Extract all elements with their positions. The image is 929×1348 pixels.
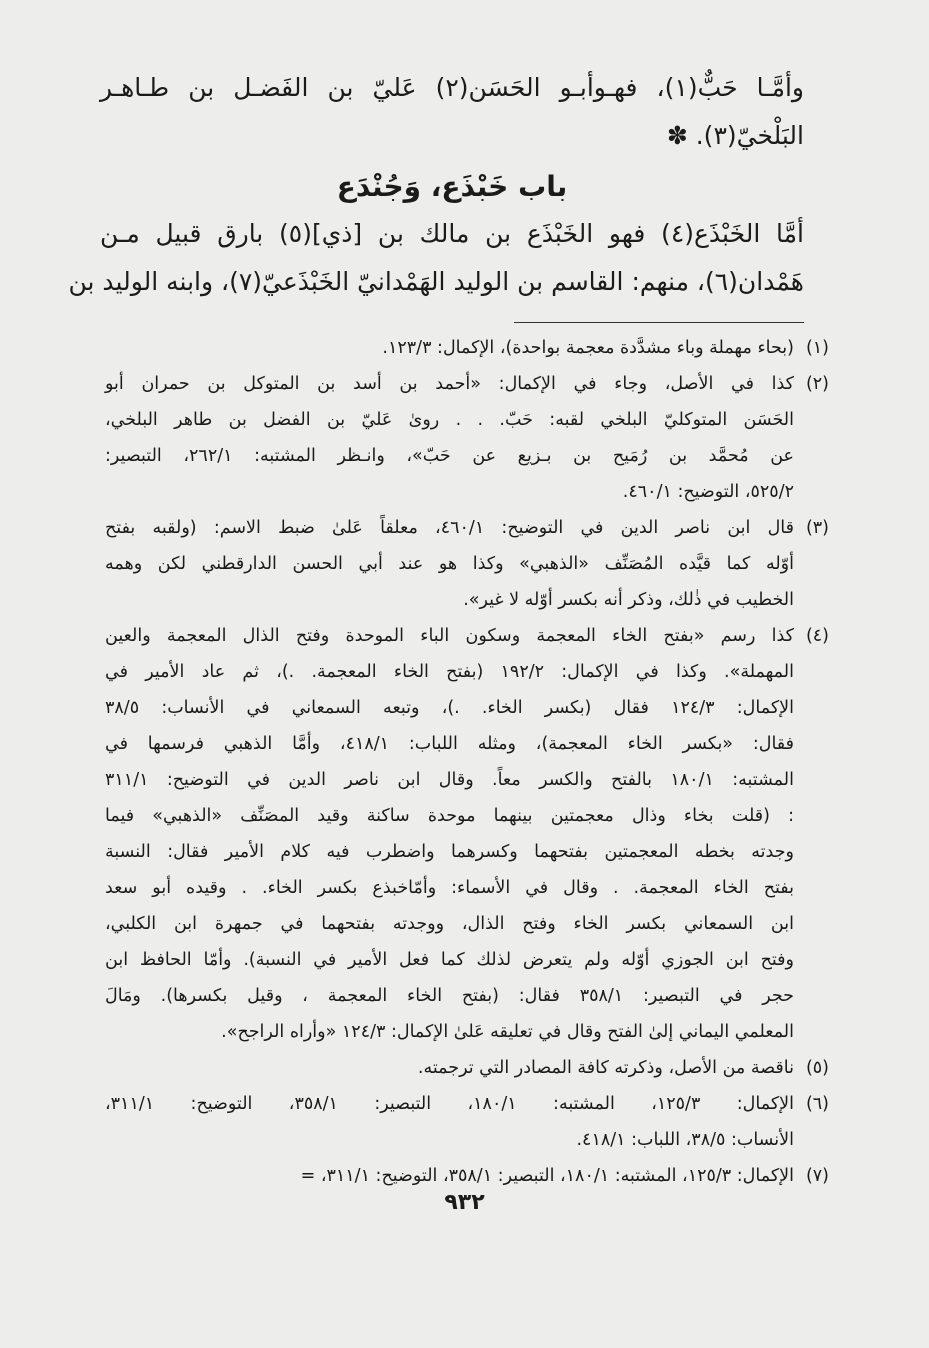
footnotes	[105, 330, 829, 1194]
main-line-3: أمَّا الخَبْذَع(٤) فهو الخَبْذَع بن مالك بن [ذي](٥) بارق قبيل مـن	[100, 218, 804, 248]
footnote-text: المعلمي اليماني إلىٰ الفتح وقال في تعليقه عَلىٰ الإكمال: ١٢٤/٣ «وأراه الراجح».	[221, 1022, 794, 1042]
footnote-2-line-2	[105, 402, 794, 438]
footnote-text: (بحاء مهملة وباء مشدَّدة معجمة بواحدة)، الإكمال: ١٢٣/٣.	[382, 338, 794, 358]
footnote-6-line-2	[105, 1122, 794, 1158]
footnote-5-line-1	[105, 1050, 829, 1086]
chapter-heading: باب خَبْذَع، وَجُنْدَع	[336, 169, 568, 203]
footnote-text: كذا رسم «بفتح الخاء المعجمة وسكون الباء الموحدة وفتح الذال المعجمة والعين	[105, 626, 794, 646]
footnote-text: ابن السمعاني بكسر الخاء وفتح الذال، ووجدته بفتحهما في جمهرة ابن الكلبي،	[105, 914, 794, 934]
footnote-text: المشتبه: ١٨٠/١ بالفتح والكسر معاً. وقال ابن ناصر الدين في التوضيح: ٣١١/١	[105, 770, 794, 790]
footnote-number: (٥)	[805, 1058, 829, 1078]
footnote-number: (٤)	[805, 626, 829, 646]
footnote-text: الإكمال: ١٢٥/٣، المشتبه: ١٨٠/١، التبصير: ٣٥٨/١، التوضيح: ٣١١/١،	[105, 1094, 794, 1114]
footnote-text: حجر في التبصير: ٣٥٨/١ فقال: (بفتح الخاء المعجمة ، وقيل بكسرها). ومَالَ	[105, 986, 794, 1006]
footnote-4-line-12	[105, 1014, 794, 1050]
footnote-number: (٧)	[805, 1166, 829, 1186]
footnote-text: الأنساب: ٣٨/٥، اللباب: ٤١٨/١.	[576, 1130, 794, 1150]
footnote-4-line-9	[105, 906, 794, 942]
footnote-separator	[514, 322, 804, 323]
footnote-text: أوّله كما قيَّده المُصَنِّف «الذهبي» وكذا هو عند أبي الحسن الدارقطني لكن وهمه	[105, 554, 794, 574]
footnote-text: : (قلت بخاء وذال معجمتين بينهما موحدة ساكنة وقيد المصَنِّف «الذهبي» فيما	[105, 806, 794, 826]
footnote-text: الحَسَن المتوكليّ البلخي لقبه: حَبّ. . . روىٰ عَليّ بن الفضل بن طاهر البلخي،	[105, 410, 794, 430]
footnote-text: الإكمال: ١٢٥/٣، المشتبه: ١٨٠/١، التبصير: ٣٥٨/١، التوضيح: ٣١١/١، =	[300, 1166, 794, 1186]
footnote-number: (٦)	[805, 1094, 829, 1114]
footnote-4-line-1	[105, 618, 829, 654]
footnote-4-line-10	[105, 942, 794, 978]
footnote-2-line-3	[105, 438, 794, 474]
footnote-text: وفتح ابن الجوزي أوّله ولم يتعرض لذلك كما فعل الأمير في النسبة). وأمّا الحافظ ابن	[105, 950, 794, 970]
main-line-2: البَلْخيّ(٣). ✽	[666, 121, 804, 151]
footnote-text: ناقصة من الأصل، وذكرته كافة المصادر التي ترجمته.	[417, 1058, 794, 1078]
footnote-7-line-1	[105, 1158, 829, 1194]
footnote-text: الخطيب في ذٰلك، وذكر أنه بكسر أوّله لا غير».	[463, 590, 794, 610]
footnote-4-line-7	[105, 834, 794, 870]
footnote-3-line-2	[105, 546, 794, 582]
footnote-number: (٣)	[805, 518, 829, 538]
footnote-4-line-5	[105, 762, 794, 798]
footnote-2-line-4	[105, 474, 794, 510]
footnote-text: المهملة». وكذا في الإكمال: ١٩٢/٢ (بفتح الخاء المعجمة. .)، ثم عاد الأمير في	[105, 662, 794, 682]
footnote-text: عن مُحمَّد بن رُمَيح بن بـزيع عن حَبّ»، وانـظر المشتبه: ٢٦٢/١، التبصير:	[105, 446, 794, 466]
footnote-4-line-8	[105, 870, 794, 906]
footnote-3-line-1	[105, 510, 829, 546]
footnote-3-line-3	[105, 582, 794, 618]
page-number: ٩٣٢	[444, 1190, 485, 1215]
main-line-1: وأمَّـا حَبٌّ(١)، فهـوأبـو الحَسَن(٢) عَليّ بن الفَضـل بن طـاهـر	[100, 73, 804, 102]
footnote-text: قال ابن ناصر الدين في التوضيح: ٤٦٠/١، معلقاً عَلىٰ ضبط الاسم: (ولقبه بفتح	[105, 518, 794, 538]
footnote-2-line-1	[105, 366, 829, 402]
footnote-4-line-3	[105, 690, 794, 726]
footnote-6-line-1	[105, 1086, 829, 1122]
footnote-4-line-4	[105, 726, 794, 762]
footnote-4-line-11	[105, 978, 794, 1014]
main-line-4: هَمْدان(٦)، منهم: القاسم بن الوليد الهَمْدانيّ الخَبْذَعيّ(٧)، وابنه الوليد بن	[68, 266, 804, 296]
footnote-text: فقال: «بكسر الخاء المعجمة)، ومثله اللباب: ٤١٨/١، وأمَّا الذهبي فرسمها في	[105, 734, 794, 754]
footnote-text: بفتح الخاء المعجمة. . وقال في الأسماء: وأمّاخبذع بكسر الخاء. . وقيده أبو سعد	[105, 878, 794, 898]
footnote-number: (١)	[805, 338, 829, 358]
main-text	[68, 70, 804, 312]
footnote-4-line-6	[105, 798, 794, 834]
footnote-text: وجدته بخطه المعجمتين بفتحهما وكسرهما واضطرب فيه كلام الأمير فقال: النسبة	[105, 842, 794, 862]
footnote-text: ٥٢٥/٢، التوضيح: ٤٦٠/١.	[622, 482, 794, 502]
footnote-text: كذا في الأصل، وجاء في الإكمال: «أحمد بن أسد بن المتوكل بن حمران أبو	[105, 374, 794, 394]
footnote-text: الإكمال: ١٢٤/٣ فقال (بكسر الخاء. .)، وتبعه السمعاني في الأنساب: ٣٨/٥	[105, 698, 795, 718]
footnote-1-line-1	[105, 330, 829, 366]
footnote-number: (٢)	[805, 374, 829, 394]
footnote-4-line-2	[105, 654, 794, 690]
